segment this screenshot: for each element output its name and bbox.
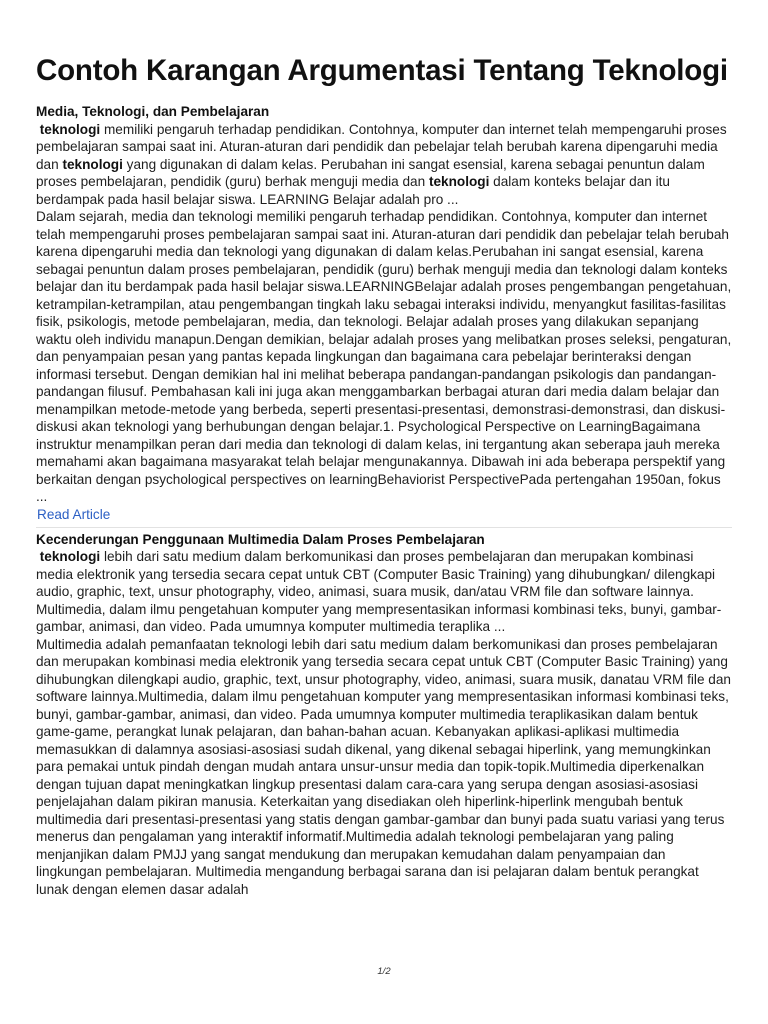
keyword-highlight: teknologi <box>428 174 490 189</box>
snippet-text: memiliki pengaruh terhadap pendidikan. Contohnya, komputer dan internet telah mempengaruhi proses pembelajaran sampai saat ini. Aturan-aturan dari pendidik dan pebelajar telah berubah karena dipengaruhi media dan <box>36 121 727 172</box>
section-heading: Media, Teknologi, dan Pembelajaran <box>36 104 270 119</box>
article-body: Multimedia adalah pemanfaatan teknologi lebih dari satu medium dalam berkomunikasi dan proses pembelajaran dan merupakan kombinasi media elektronik yang tersedia secara cepat untuk CBT (Computer Basic Training) yang dihubungkan dilengkapi audio, graphic, text, unsur photography, video, animasi, suara musik, danatau VRM file dan software lainnya.Multimedia, dalam ilmu pengetahuan komputer yang mempresentasikan informasi kombinasi teks, bunyi, gambar-gambar, animasi, dan video. Pada umumnya komputer multimedia teraplikasikan dalam bentuk game-game, perangkat lunak pelajaran, dan bahan-bahan acuan. Kebanyakan aplikasi-aplikasi multimedia memasukkan di dalamnya asosiasi-asosiasi sudah dikenal, yang dikenal sebagai hiperlink, yang memungkinkan para pemakai untuk pindah dengan mudah antara unsur-unsur media dan topik-topik.Multimedia diperkenalkan dengan tujuan dapat meningkatkan lingkup presentasi dalam cara-cara yang serupa dengan asosiasi-asosiasi penjelajahan dalam pikiran manusia. Keterkaitan yang disediakan oleh hiperlink-hiperlink mengubah bentuk multimedia dari presentasi-presentasi yang statis dengan gambar-gambar dan bunyi pada suatu variasi yang terus menerus dan pengalaman yang interaktif informatif.Multimedia adalah teknologi pembelajaran yang paling menjanjikan dalam PMJJ yang sangat mendukung dan merupakan kemudahan dalam penyampaian dan lingkungan pembelajaran. Multimedia mengandung berbagai sarana dan isi pelajaran dalam bentuk perangkat lunak dengan elemen dasar adalah <box>36 636 731 897</box>
keyword-highlight: teknologi <box>39 549 101 564</box>
keyword-highlight: teknologi <box>62 156 123 172</box>
page-title: Contoh Karangan Argumentasi Tentang Teknologi <box>36 54 728 87</box>
read-article-link[interactable]: Read Article <box>37 506 111 522</box>
article-section-multimedia <box>36 531 732 899</box>
section-heading: Kecenderungan Penggunaan Multimedia Dalam Proses Pembelajaran <box>36 531 485 547</box>
snippet-text: yang digunakan di dalam kelas. Perubahan ini sangat esensial, karena sebagai penuntun dalam proses pembelajaran, pendidik (guru) berhak menguji media dan <box>36 156 705 189</box>
page-number: 1/2 <box>377 966 391 977</box>
snippet-text: lebih dari satu medium dalam berkomunikasi dan proses pembelajaran dan merupakan kombinasi media elektronik yang tersedia secara cepat untuk CBT (Computer Basic Training) yang dihubungkan/ dilengkapi audio, graphic, text, unsur photography, video, animasi, suara musik, dan/atau VRM file dan software lainnya. Multimedia, dalam ilmu pengetahuan komputer yang mempresentasikan informasi kombinasi teks, bunyi, gambar-gambar, animasi, dan video. Pada umumnya komputer multimedia teraplika ... <box>36 549 722 634</box>
document-page <box>36 0 732 898</box>
article-snippet <box>36 121 732 209</box>
article-body: Dalam sejarah, media dan teknologi memiliki pengaruh terhadap pendidikan. Contohnya, komputer dan internet telah mempengaruhi proses pembelajaran sampai saat ini. Aturan-aturan dari pendidik dan pebelajar telah berubah karena dipengaruhi media dan teknologi yang digunakan di dalam kelas.Perubahan ini sangat esensial, karena sebagai penuntun dalam proses pembelajaran, pendidik (guru) berhak menguji media dan teknologi dalam konteks belajar dan itu berdampak pada hasil belajar siswa.LEARNINGBelajar adalah proses pengembangan pengetahuan, ketrampilan-ketrampilan, atau pengembangan tingkah laku sebagai interaksi individu, menyangkut fasilitas-fasilitas fisik, psikologis, metode pembelajaran, media, dan teknologi. Belajar adalah proses yang dilakukan sepanjang waktu oleh individu manapun.Dengan demikian, belajar adalah proses yang melibatkan proses seleksi, pengaturan, dan penyampaian pesan yang pantas kepada lingkungan dan bagaimana cara pebelajar berinteraksi dengan informasi tersebut. Dengan demikian hal ini melihat beberapa pandangan-pandangan psikologis dan pandangan-pandangan filusuf. Pembahasan kali ini juga akan menggambarkan berbagai aturan dari media dalam belajar dan menampilkan metode-metode yang berbeda, seperti presentasi-presentasi, demonstrasi-demonstrasi, dan diskusi-diskusi akan teknologi yang berhubungan dengan belajar.1. Psychological Perspective on LearningBagaimana instruktur menampilkan peran dari media dan teknologi di dalam kelas, ini tergantung akan seberapa jauh mereka memahami akan bagaimana masyarakat telah belajar mengunakannya. Dibawah ini ada beberapa perspektif yang berkaitan dengan psychological perspectives on learningBehaviorist PerspectivePada pertengahan 1950an, fokus ... <box>36 209 732 504</box>
section-divider <box>36 527 732 528</box>
keyword-highlight: teknologi <box>39 121 101 137</box>
article-section-media <box>36 103 732 524</box>
snippet-text: dalam konteks belajar dan itu berdampak pada hasil belajar siswa. LEARNING Belajar adalah pro ... <box>36 174 670 207</box>
article-snippet <box>36 548 732 636</box>
